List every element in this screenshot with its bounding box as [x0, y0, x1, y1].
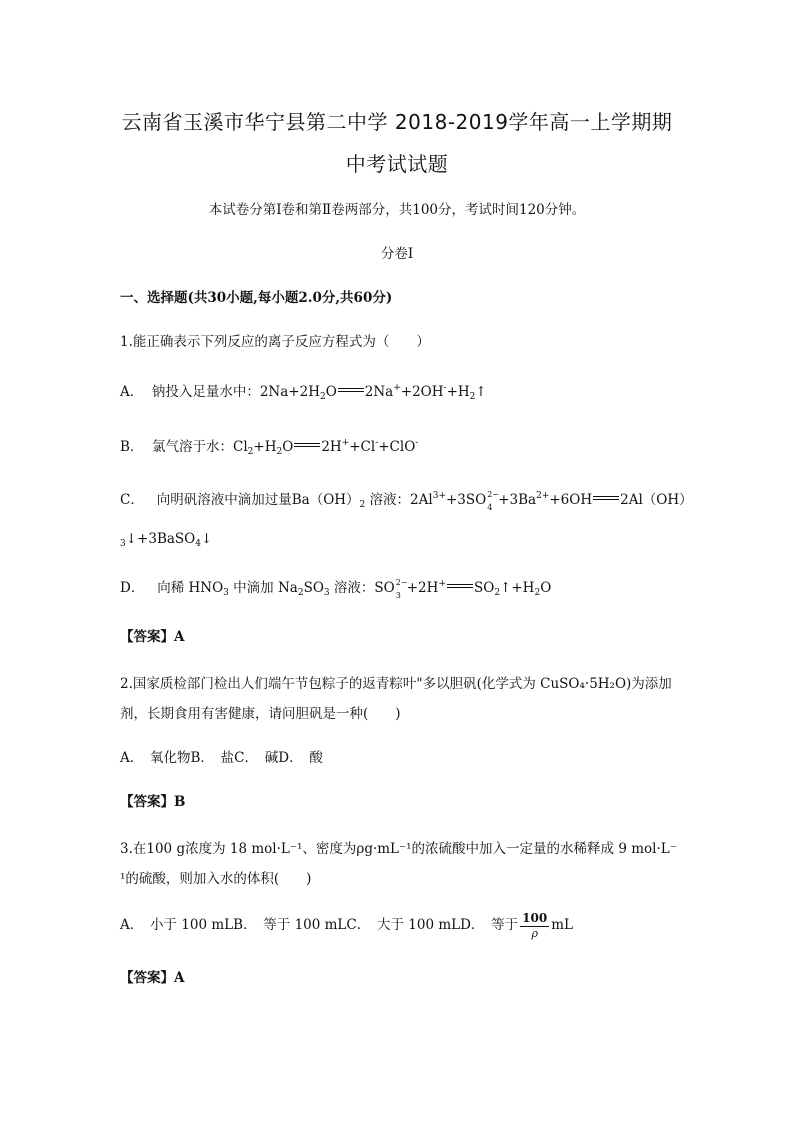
option-b-label: B．	[120, 439, 144, 455]
question-1-option-b: B． 氯气溶于水：$Cl_2+H_2O$ 2H++Cl-+ClO-	[120, 438, 419, 457]
page-title-line-1: 云南省玉溪市华宁县第二中学 2018-2019学年高一上学期期	[121, 110, 673, 134]
question-1-option-d: D． 向稀 $HNO_3$ 中滴加 $Na_2SO_3$ 溶液：SO 2− 3 +2H+ $SO_2↑+H_2O$	[120, 578, 552, 600]
question-1-option-c-cont: $_3$↓+3BaSO$_4$↓	[120, 531, 213, 549]
volume-heading: 分卷I	[380, 246, 414, 262]
question-1-option-a: A． 钠投入足量水中：$2Na+2H_2O$ $2Na^++2OH^-+H_2↑$	[120, 383, 487, 402]
option-b-text: 氯气溶于水：Cl	[152, 439, 248, 455]
option-a-text: 钠投入足量水中：2Na+2H	[151, 384, 320, 400]
section-heading: 一、选择题(共30小题,每小题2.0分,共60分)	[120, 290, 393, 306]
fraction	[520, 911, 549, 941]
question-2-options: A． 氧化物B． 盐C． 碱D． 酸	[120, 750, 323, 766]
option-d-label: D．	[120, 580, 145, 596]
option-c-label: C．	[120, 492, 144, 508]
question-3-stem-line-1: 3.在100 g浓度为 18 mol·L⁻¹、密度为ρg·mL⁻¹的浓硫酸中加入一定量的水稀释成 9 mol·L⁻	[120, 841, 677, 857]
question-1-answer: 【答案】A	[120, 629, 185, 645]
question-2-stem-line-1: 2.国家质检部门检出人们端午节包粽子的返青粽叶"多以胆矾(化学式为 CuSO₄·5H₂O)为添加	[120, 676, 672, 692]
question-1-option-c: C． 向明矾溶液中滴加过量$Ba(OH)_2$ 溶液：$2Al^{3+}+3SO$ 2− 4 $+3Ba^{2+}+6OH$ 2Al（OH）	[120, 490, 693, 512]
fraction-numerator: 100	[522, 910, 548, 925]
option-a-label: A．	[120, 384, 144, 400]
question-3-options-text: A． 小于 100 mLB． 等于 100 mLC． 大于 100 mLD． 等于	[120, 917, 519, 933]
question-2-answer: 【答案】B	[120, 794, 186, 810]
question-2-stem-line-2: 剂，长期食用有害健康，请问胆矾是一种( )	[120, 706, 401, 722]
exam-intro: 本试卷分第Ⅰ卷和第Ⅱ卷两部分，共100分，考试时间120分钟。	[208, 202, 586, 218]
fraction-denominator: ρ	[531, 926, 538, 940]
option-d-text: 向稀 HNO	[157, 580, 224, 596]
question-3-options	[120, 910, 573, 941]
question-1-stem: 1.能正确表示下列反应的离子反应方程式为（ ）	[120, 334, 430, 350]
question-3-stem-line-2: ¹的硫酸，则加入水的体积( )	[120, 871, 312, 887]
fraction-unit: mL	[551, 917, 574, 933]
option-c-text: 向明矾溶液中滴加过量Ba（OH）	[156, 492, 360, 508]
page-title-line-2: 中考试试题	[345, 152, 449, 176]
question-3-answer: 【答案】A	[120, 970, 185, 986]
